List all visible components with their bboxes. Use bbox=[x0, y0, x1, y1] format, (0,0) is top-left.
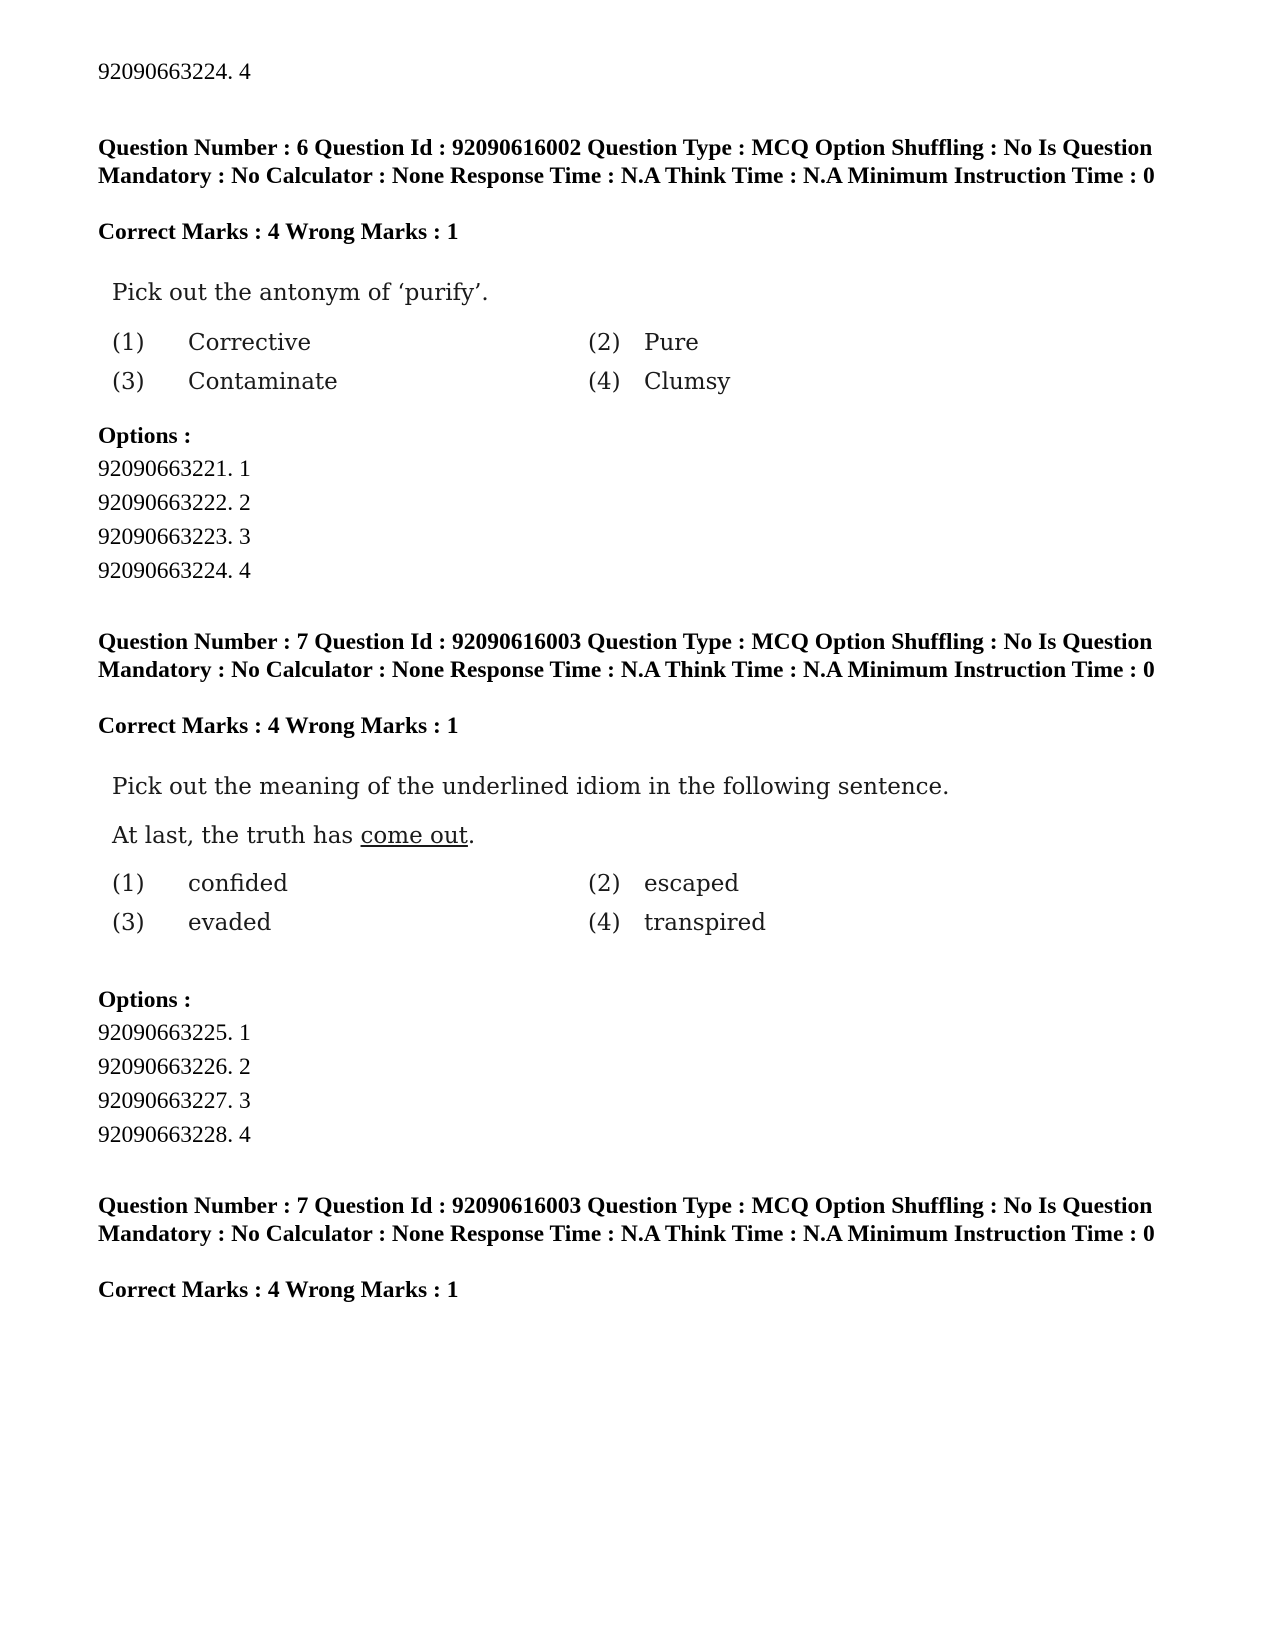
question-7-choice-2 bbox=[588, 871, 739, 897]
choice-number: (1) bbox=[112, 871, 145, 897]
question-7-meta: Question Number : 7 Question Id : 92090616003 Question Type : MCQ Option Shuffling : No Is Question Mandatory : No Calculator : None Response Time : N.A Think Time : N.A Minimum Instruction Time : 0 bbox=[98, 629, 1155, 683]
question-7-marks: Correct Marks : 4 Wrong Marks : 1 bbox=[98, 713, 459, 739]
question-6-options bbox=[98, 452, 251, 588]
question-7-stem: Pick out the meaning of the underlined idiom in the following sentence. bbox=[112, 774, 950, 800]
sentence-text: At last, the truth has bbox=[112, 823, 361, 849]
question-7-choice-1 bbox=[112, 871, 288, 897]
question-7-choice-3 bbox=[112, 910, 271, 936]
question-7-options-label: Options : bbox=[98, 987, 192, 1013]
underlined-idiom: come out bbox=[360, 823, 468, 849]
choice-number: (2) bbox=[588, 330, 621, 356]
option-item: 92090663221. 1 bbox=[98, 456, 251, 482]
choice-number: (4) bbox=[588, 369, 621, 395]
choice-text: Contaminate bbox=[188, 369, 338, 395]
option-item: 92090663224. 4 bbox=[98, 558, 251, 584]
question-6-marks: Correct Marks : 4 Wrong Marks : 1 bbox=[98, 219, 459, 245]
choice-text: transpired bbox=[644, 910, 766, 936]
choice-text: confided bbox=[188, 871, 288, 897]
question-6-choice-3 bbox=[112, 369, 338, 395]
question-6-options-label: Options : bbox=[98, 423, 192, 449]
question-6-meta: Question Number : 6 Question Id : 92090616002 Question Type : MCQ Option Shuffling : No Is Question Mandatory : No Calculator : None Response Time : N.A Think Time : N.A Minimum Instruction Time : 0 bbox=[98, 135, 1155, 189]
option-item: 92090663223. 3 bbox=[98, 524, 251, 550]
question-7b-meta: Question Number : 7 Question Id : 92090616003 Question Type : MCQ Option Shuffling : No Is Question Mandatory : No Calculator : None Response Time : N.A Think Time : N.A Minimum Instruction Time : 0 bbox=[98, 1193, 1155, 1247]
question-7-choice-4 bbox=[588, 910, 766, 936]
choice-text: Corrective bbox=[188, 330, 312, 356]
choice-text: Pure bbox=[644, 330, 699, 356]
question-6-choice-1 bbox=[112, 330, 311, 356]
option-item: 92090663228. 4 bbox=[98, 1122, 251, 1148]
question-6-choice-2 bbox=[588, 330, 699, 356]
question-6-stem: Pick out the antonym of ‘purify’. bbox=[112, 280, 489, 306]
question-7b-marks: Correct Marks : 4 Wrong Marks : 1 bbox=[98, 1277, 459, 1303]
choice-number: (4) bbox=[588, 910, 621, 936]
choice-number: (3) bbox=[112, 369, 145, 395]
option-item: 92090663227. 3 bbox=[98, 1088, 251, 1114]
choice-text: Clumsy bbox=[644, 369, 731, 395]
question-6-choice-4 bbox=[588, 369, 730, 395]
option-item: 92090663225. 1 bbox=[98, 1020, 251, 1046]
choice-text: escaped bbox=[644, 871, 740, 897]
choice-number: (2) bbox=[588, 871, 621, 897]
choice-number: (3) bbox=[112, 910, 145, 936]
carried-option: 92090663224. 4 bbox=[98, 59, 251, 85]
option-item: 92090663226. 2 bbox=[98, 1054, 251, 1080]
question-7-options bbox=[98, 1016, 251, 1152]
option-item: 92090663222. 2 bbox=[98, 490, 251, 516]
choice-text: evaded bbox=[188, 910, 272, 936]
choice-number: (1) bbox=[112, 330, 145, 356]
sentence-end: . bbox=[467, 823, 476, 849]
question-7-sentence bbox=[112, 823, 475, 849]
